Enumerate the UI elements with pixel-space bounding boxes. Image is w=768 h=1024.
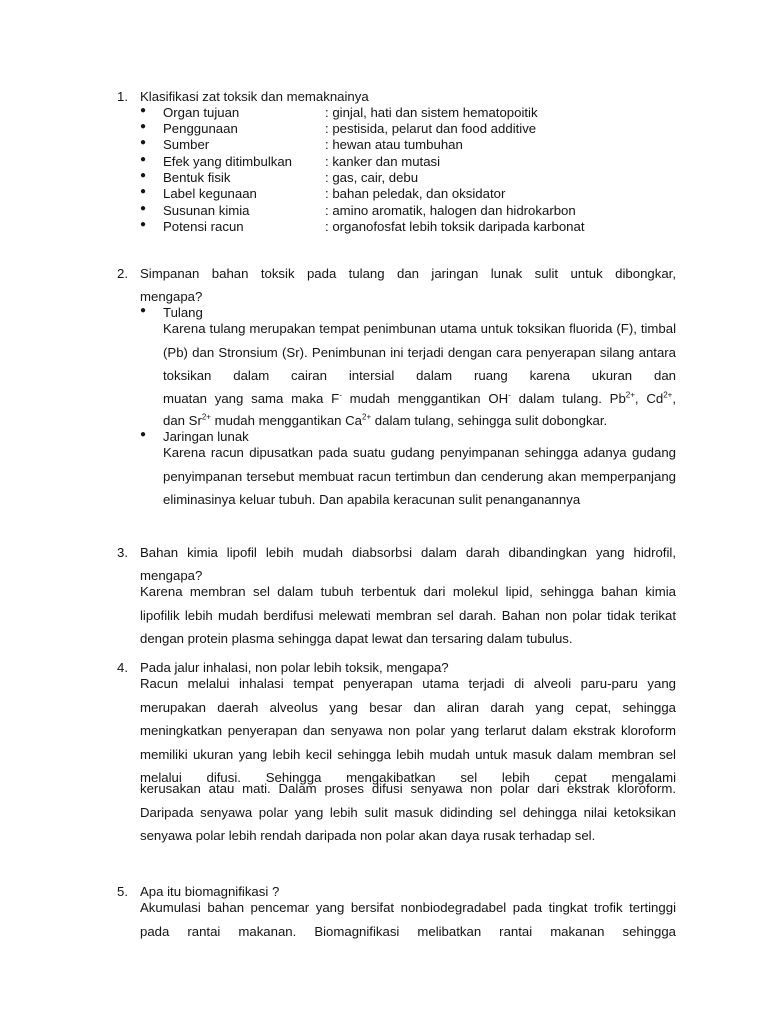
- question-number: 2.: [117, 266, 128, 281]
- text-run: mudah menggantikan OH: [341, 391, 509, 406]
- bullet-icon: ●: [140, 305, 147, 316]
- superscript: 2+: [625, 390, 635, 400]
- bullet-icon: ●: [140, 219, 147, 230]
- bullet-icon: ●: [140, 137, 147, 148]
- list-item-label: Potensi racun: [163, 219, 244, 234]
- answer-paragraph: [140, 896, 676, 943]
- paragraph-text: Akumulasi bahan pencemar yang bersifat nonbiodegradabel pada tingkat trofik tertinggi pada rantai makanan. Biomagnifikasi melibatkan rantai makanan sehingga: [140, 900, 676, 939]
- list-item-value: : ginjal, hati dan sistem hematopoitik: [325, 105, 538, 120]
- paragraph-text: Karena tulang merupakan tempat penimbunan utama untuk toksikan fluorida (F), timbal (Pb) dan Stronsium (Sr). Penimbunan ini terjadi dengan cara penyerapan silang antara toksikan dalam cairan intersial dalam ruang karena ukuran dan: [163, 321, 676, 383]
- bullet-icon: ●: [140, 121, 147, 132]
- list-item-value: : organofosfat lebih toksik daripada karbonat: [325, 219, 585, 234]
- bullet-icon: ●: [140, 154, 147, 165]
- superscript: -: [508, 390, 511, 400]
- list-item-label: Susunan kimia: [163, 203, 250, 218]
- bullet-paragraph: [163, 317, 676, 388]
- superscript: 2+: [362, 412, 372, 422]
- bullet-icon: ●: [140, 105, 147, 116]
- text-run: mudah menggantikan Ca: [210, 413, 363, 428]
- list-item-value: : gas, cair, debu: [325, 170, 419, 185]
- list-item-value: : bahan peledak, dan oksidator: [325, 186, 506, 201]
- question-number: 3.: [117, 545, 128, 560]
- text-run: dalam tulang, sehingga sulit dobongkar.: [371, 413, 608, 428]
- list-item-value: : kanker dan mutasi: [325, 154, 441, 169]
- bullet-icon: ●: [140, 429, 147, 440]
- list-item-label: Efek yang ditimbulkan: [163, 154, 293, 169]
- list-item-value: : hewan atau tumbuhan: [325, 137, 463, 152]
- list-item-label: Organ tujuan: [163, 105, 240, 120]
- question-number: 5.: [117, 884, 128, 899]
- answer-paragraph: [140, 672, 676, 790]
- text-run: dalam tulang. Pb: [510, 391, 626, 406]
- question-title: Simpanan bahan toksik pada tulang dan jaringan lunak sulit untuk dibongkar,: [140, 266, 676, 281]
- list-item-value: : pestisida, pelarut dan food additive: [325, 121, 537, 136]
- list-item-label: Penggunaan: [163, 121, 238, 136]
- question-title: Bahan kimia lipofil lebih mudah diabsorbsi dalam darah dibandingkan yang hidrofil,: [140, 545, 676, 560]
- bullet-icon: ●: [140, 186, 147, 197]
- text-run: muatan yang sama maka F: [163, 391, 340, 406]
- list-item-value: : amino aromatik, halogen dan hidrokarbon: [325, 203, 576, 218]
- paragraph-text: kerusakan atau mati. Dalam proses difusi senyawa non polar dari ekstrak kloroform. Daripada senyawa polar yang lebih sulit masuk didinding sel dehingga nilai ketoksikan senyawa polar lebih rendah daripada non polar akan daya rusak terhadap sel.: [140, 781, 676, 843]
- question-number: 1.: [117, 89, 128, 104]
- question-title-line: mengapa?: [140, 568, 203, 583]
- list-item-label: Tulang: [163, 305, 203, 320]
- bullet-paragraph: [163, 441, 676, 512]
- text-run: ,: [672, 391, 676, 406]
- text-run: dan Sr: [163, 413, 202, 428]
- text-run: , Cd: [634, 391, 664, 406]
- superscript: -: [339, 390, 342, 400]
- answer-paragraph: [140, 580, 676, 651]
- paragraph-text: Karena membran sel dalam tubuh terbentuk dari molekul lipid, sehingga bahan kimia lipofilik lebih mudah berdifusi melewati membran sel darah. Bahan non polar tidak terikat dengan protein plasma sehingga dapat lewat dan tersaring dalam tubulus.: [140, 584, 676, 646]
- question-number: 4.: [117, 660, 128, 675]
- superscript: 2+: [201, 412, 211, 422]
- list-item-label: Bentuk fisik: [163, 170, 231, 185]
- list-item-label: Label kegunaan: [163, 186, 257, 201]
- list-item-label: Sumber: [163, 137, 210, 152]
- bullet-icon: ●: [140, 203, 147, 214]
- question-title: Klasifikasi zat toksik dan memaknainya: [140, 89, 369, 104]
- paragraph-text: Karena racun dipusatkan pada suatu gudang penyimpanan sehingga adanya gudang penyimpanan tersebut membuat racun tertimbun dan cenderung akan memperpanjang eliminasinya keluar tubuh. Dan apabila keracunan sulit penanganannya: [163, 445, 676, 507]
- question-title-line: mengapa?: [140, 289, 203, 304]
- bullet-icon: ●: [140, 170, 147, 181]
- question-title: Pada jalur inhalasi, non polar lebih toksik, mengapa?: [140, 660, 449, 675]
- answer-paragraph: [140, 777, 676, 848]
- question-title: Apa itu biomagnifikasi ?: [140, 884, 280, 899]
- bullet-paragraph-line: [163, 387, 676, 411]
- list-item-label: Jaringan lunak: [163, 429, 249, 444]
- superscript: 2+: [663, 390, 673, 400]
- paragraph-text: Racun melalui inhalasi tempat penyerapan utama terjadi di alveoli paru-paru yang merupakan daerah alveolus yang besar dan aliran darah yang cepat, sehingga meningkatkan penyerapan dan senyawa non polar yang terlarut dalam ekstrak kloroform memiliki ukuran yang lebih kecil sehingga lebih mudah untuk masuk dalam membran sel melalui difusi. Sehingga mengakibatkan sel lebih cepat mengalami: [140, 676, 676, 785]
